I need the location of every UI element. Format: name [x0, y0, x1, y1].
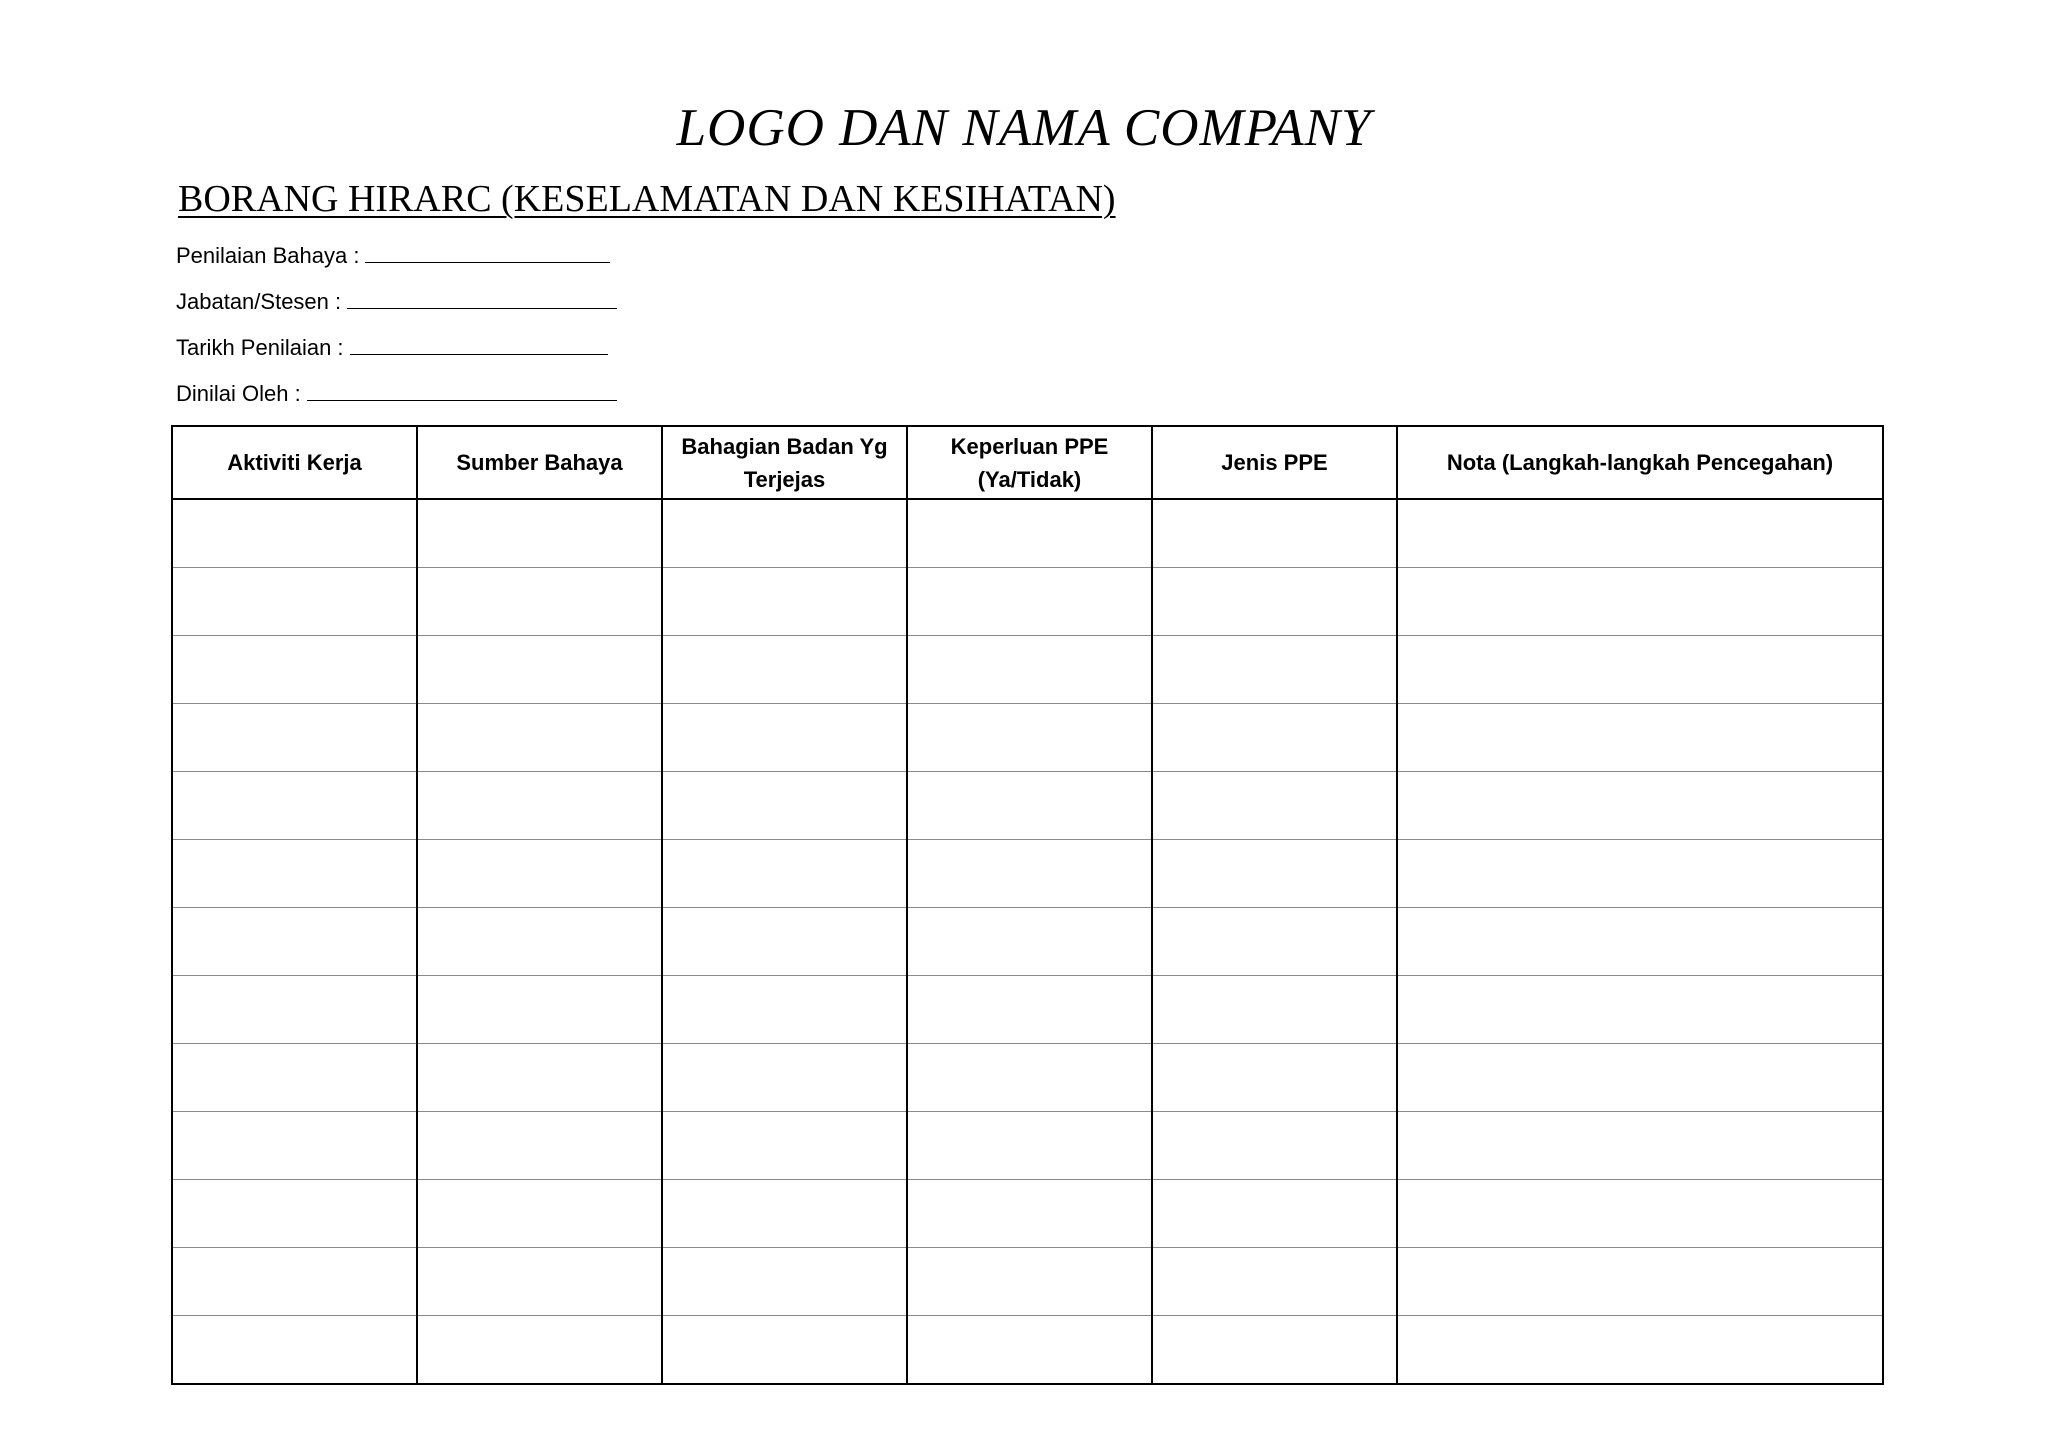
table-cell[interactable]	[907, 1316, 1152, 1385]
table-cell[interactable]	[172, 704, 417, 772]
table-row	[172, 1316, 1883, 1385]
table-row	[172, 636, 1883, 704]
table-cell[interactable]	[1152, 840, 1397, 908]
table-cell[interactable]	[1397, 1316, 1883, 1385]
field-dinilai-oleh	[176, 378, 617, 408]
field-jabatan-stesen	[176, 286, 617, 316]
table-cell[interactable]	[662, 908, 907, 976]
table-cell[interactable]	[907, 704, 1152, 772]
table-cell[interactable]	[907, 772, 1152, 840]
table-cell[interactable]	[907, 636, 1152, 704]
table-row	[172, 1180, 1883, 1248]
table-cell[interactable]	[907, 1180, 1152, 1248]
table-cell[interactable]	[1397, 976, 1883, 1044]
table-cell[interactable]	[662, 499, 907, 568]
table-cell[interactable]	[172, 908, 417, 976]
table-cell[interactable]	[1397, 908, 1883, 976]
table-cell[interactable]	[662, 568, 907, 636]
field-label: Dinilai Oleh :	[176, 381, 301, 406]
table-cell[interactable]	[172, 636, 417, 704]
field-tarikh-penilaian	[176, 332, 608, 362]
field-penilaian-bahaya	[176, 240, 610, 270]
table-row	[172, 704, 1883, 772]
table-cell[interactable]	[172, 1180, 417, 1248]
table-cell[interactable]	[662, 1044, 907, 1112]
table-cell[interactable]	[1152, 908, 1397, 976]
column-header-aktiviti-kerja: Aktiviti Kerja	[172, 426, 417, 499]
table-cell[interactable]	[172, 976, 417, 1044]
table-cell[interactable]	[1397, 499, 1883, 568]
column-header-nota: Nota (Langkah-langkah Pencegahan)	[1397, 426, 1883, 499]
table-cell[interactable]	[172, 568, 417, 636]
table-cell[interactable]	[907, 1044, 1152, 1112]
table-cell[interactable]	[907, 1248, 1152, 1316]
field-blank-line[interactable]	[365, 240, 610, 263]
table-cell[interactable]	[662, 704, 907, 772]
table-cell[interactable]	[417, 908, 662, 976]
hirarc-table	[171, 425, 1884, 1385]
table-cell[interactable]	[907, 1112, 1152, 1180]
table-cell[interactable]	[907, 908, 1152, 976]
table-cell[interactable]	[1397, 636, 1883, 704]
table-cell[interactable]	[417, 568, 662, 636]
table-cell[interactable]	[907, 499, 1152, 568]
table-cell[interactable]	[417, 976, 662, 1044]
table-cell[interactable]	[662, 840, 907, 908]
table-cell[interactable]	[662, 1112, 907, 1180]
table-cell[interactable]	[662, 976, 907, 1044]
table-row	[172, 568, 1883, 636]
table-cell[interactable]	[1152, 1180, 1397, 1248]
company-logo-title: LOGO DAN NAMA COMPANY	[676, 99, 1372, 157]
table-cell[interactable]	[1152, 1316, 1397, 1385]
table-cell[interactable]	[1397, 1044, 1883, 1112]
table-cell[interactable]	[662, 1316, 907, 1385]
table-cell[interactable]	[417, 1044, 662, 1112]
column-header-jenis-ppe: Jenis PPE	[1152, 426, 1397, 499]
field-label: Penilaian Bahaya :	[176, 243, 360, 268]
table-header-row	[172, 426, 1883, 499]
form-title: BORANG HIRARC (KESELAMATAN DAN KESIHATAN)	[178, 178, 1116, 220]
table-cell[interactable]	[907, 840, 1152, 908]
table-cell[interactable]	[172, 840, 417, 908]
table-cell[interactable]	[172, 1044, 417, 1112]
field-blank-line[interactable]	[347, 286, 617, 309]
table-cell[interactable]	[417, 1248, 662, 1316]
field-blank-line[interactable]	[350, 332, 608, 355]
table-cell[interactable]	[172, 1248, 417, 1316]
table-cell[interactable]	[417, 704, 662, 772]
field-label: Jabatan/Stesen :	[176, 289, 342, 314]
table-row	[172, 840, 1883, 908]
table-cell[interactable]	[1397, 704, 1883, 772]
table-cell[interactable]	[417, 499, 662, 568]
table-body	[172, 499, 1883, 1384]
table-row	[172, 976, 1883, 1044]
table-row	[172, 1112, 1883, 1180]
table-cell[interactable]	[1152, 636, 1397, 704]
table-cell[interactable]	[417, 840, 662, 908]
table-row	[172, 499, 1883, 568]
table-cell[interactable]	[907, 568, 1152, 636]
table-cell[interactable]	[417, 1180, 662, 1248]
table-cell[interactable]	[1152, 1248, 1397, 1316]
table-cell[interactable]	[172, 772, 417, 840]
field-label: Tarikh Penilaian :	[176, 335, 344, 360]
table-cell[interactable]	[662, 1248, 907, 1316]
table-cell[interactable]	[1152, 976, 1397, 1044]
table-cell[interactable]	[1397, 568, 1883, 636]
table-row	[172, 1044, 1883, 1112]
table-cell[interactable]	[417, 636, 662, 704]
table-cell[interactable]	[1152, 1112, 1397, 1180]
column-header-sumber-bahaya: Sumber Bahaya	[417, 426, 662, 499]
table-cell[interactable]	[907, 976, 1152, 1044]
table-cell[interactable]	[662, 1180, 907, 1248]
table-cell[interactable]	[417, 1316, 662, 1385]
table-cell[interactable]	[662, 772, 907, 840]
table-cell[interactable]	[662, 636, 907, 704]
table-cell[interactable]	[1152, 704, 1397, 772]
table-cell[interactable]	[1397, 840, 1883, 908]
table-cell[interactable]	[1397, 1112, 1883, 1180]
table-cell[interactable]	[1152, 499, 1397, 568]
table-cell[interactable]	[1152, 568, 1397, 636]
table-row	[172, 908, 1883, 976]
column-header-bahagian-badan: Bahagian Badan Yg Terjejas	[662, 426, 907, 499]
table-row	[172, 1248, 1883, 1316]
column-header-keperluan-ppe: Keperluan PPE (Ya/Tidak)	[907, 426, 1152, 499]
table-cell[interactable]	[417, 1112, 662, 1180]
table-row	[172, 772, 1883, 840]
table-cell[interactable]	[1397, 1248, 1883, 1316]
table-cell[interactable]	[172, 1316, 417, 1385]
table-cell[interactable]	[172, 1112, 417, 1180]
table-cell[interactable]	[1152, 772, 1397, 840]
table-cell[interactable]	[1397, 1180, 1883, 1248]
table-cell[interactable]	[1397, 772, 1883, 840]
table-cell[interactable]	[417, 772, 662, 840]
field-blank-line[interactable]	[307, 378, 617, 401]
table-cell[interactable]	[1152, 1044, 1397, 1112]
table-cell[interactable]	[172, 499, 417, 568]
